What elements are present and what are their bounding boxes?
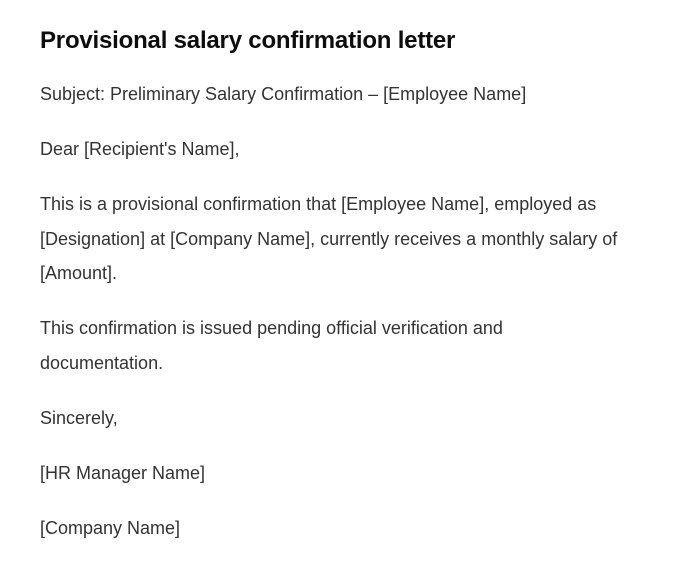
letter-body bbox=[40, 77, 630, 545]
page-title: Provisional salary confirmation letter bbox=[40, 27, 456, 54]
signature-name: [HR Manager Name] bbox=[40, 462, 206, 483]
salutation: Dear [Recipient's Name], bbox=[40, 139, 240, 159]
subject-line: Subject: Preliminary Salary Confirmation – [Employee Name] bbox=[40, 84, 527, 104]
closing: Sincerely, bbox=[40, 407, 118, 428]
signature-company: [Company Name] bbox=[40, 517, 181, 538]
body-paragraph: This confirmation is issued pending official verification and documentation. bbox=[40, 318, 503, 373]
body-paragraph: This is a provisional confirmation that [Employee Name], employed as [Designation] at [Company Name], currently receives a monthly salary of [Amount]. bbox=[40, 194, 618, 283]
